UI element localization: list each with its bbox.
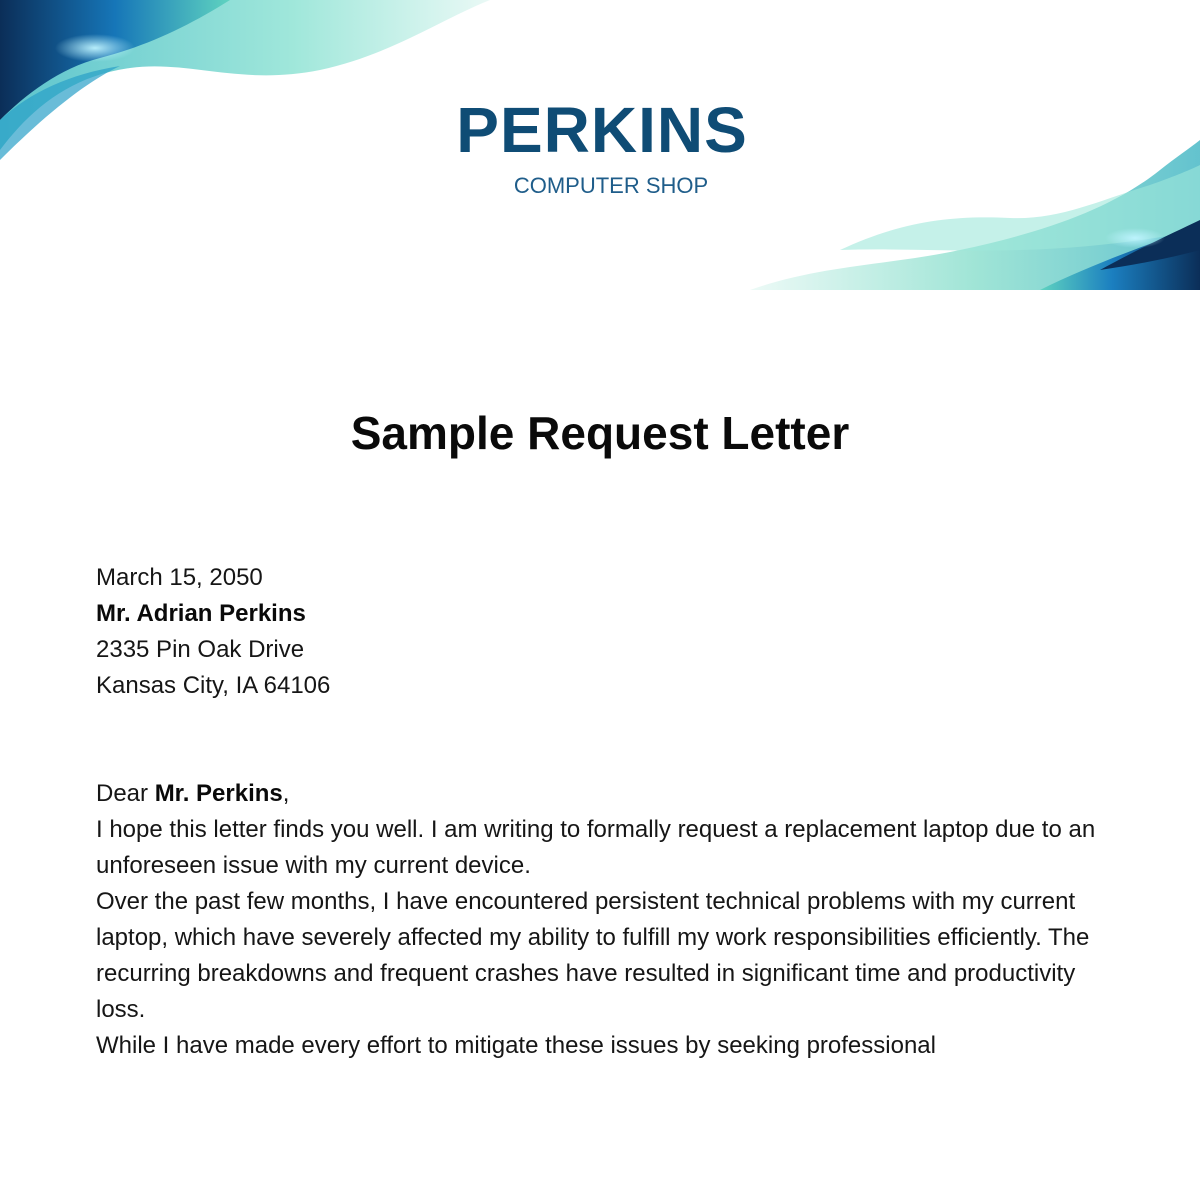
brand-name: PERKINS (456, 94, 748, 166)
recipient-address (96, 596, 1096, 704)
recipient-name: Mr. Adrian Perkins (96, 600, 306, 627)
salutation-greeting: Dear (96, 780, 155, 807)
letter-date: March 15, 2050 (96, 564, 263, 591)
paragraph-1: I hope this letter finds you well. I am writing to formally request a replacement laptop due to an unforeseen issue with my current device. (96, 816, 1096, 879)
recipient-city: Kansas City, IA 64106 (96, 672, 331, 699)
salutation-name: Mr. Perkins (154, 780, 283, 807)
brand-header (0, 92, 1200, 200)
letter-title: Sample Request Letter (350, 407, 850, 459)
paragraph-2: Over the past few months, I have encountered persistent technical problems with my current laptop, which have severely affected my ability to fulfill my work responsibilities efficiently. The recurring breakdowns and frequent crashes have resulted in significant time and productivity loss. (96, 888, 1090, 1023)
brand-subtitle: COMPUTER SHOP (513, 173, 709, 198)
recipient-street: 2335 Pin Oak Drive (96, 636, 305, 663)
salutation-punct: , (282, 780, 290, 807)
paragraph-3: While I have made every effort to mitigate these issues by seeking professional (96, 1032, 936, 1059)
salutation (96, 776, 1096, 812)
letter-body (96, 560, 1096, 1064)
